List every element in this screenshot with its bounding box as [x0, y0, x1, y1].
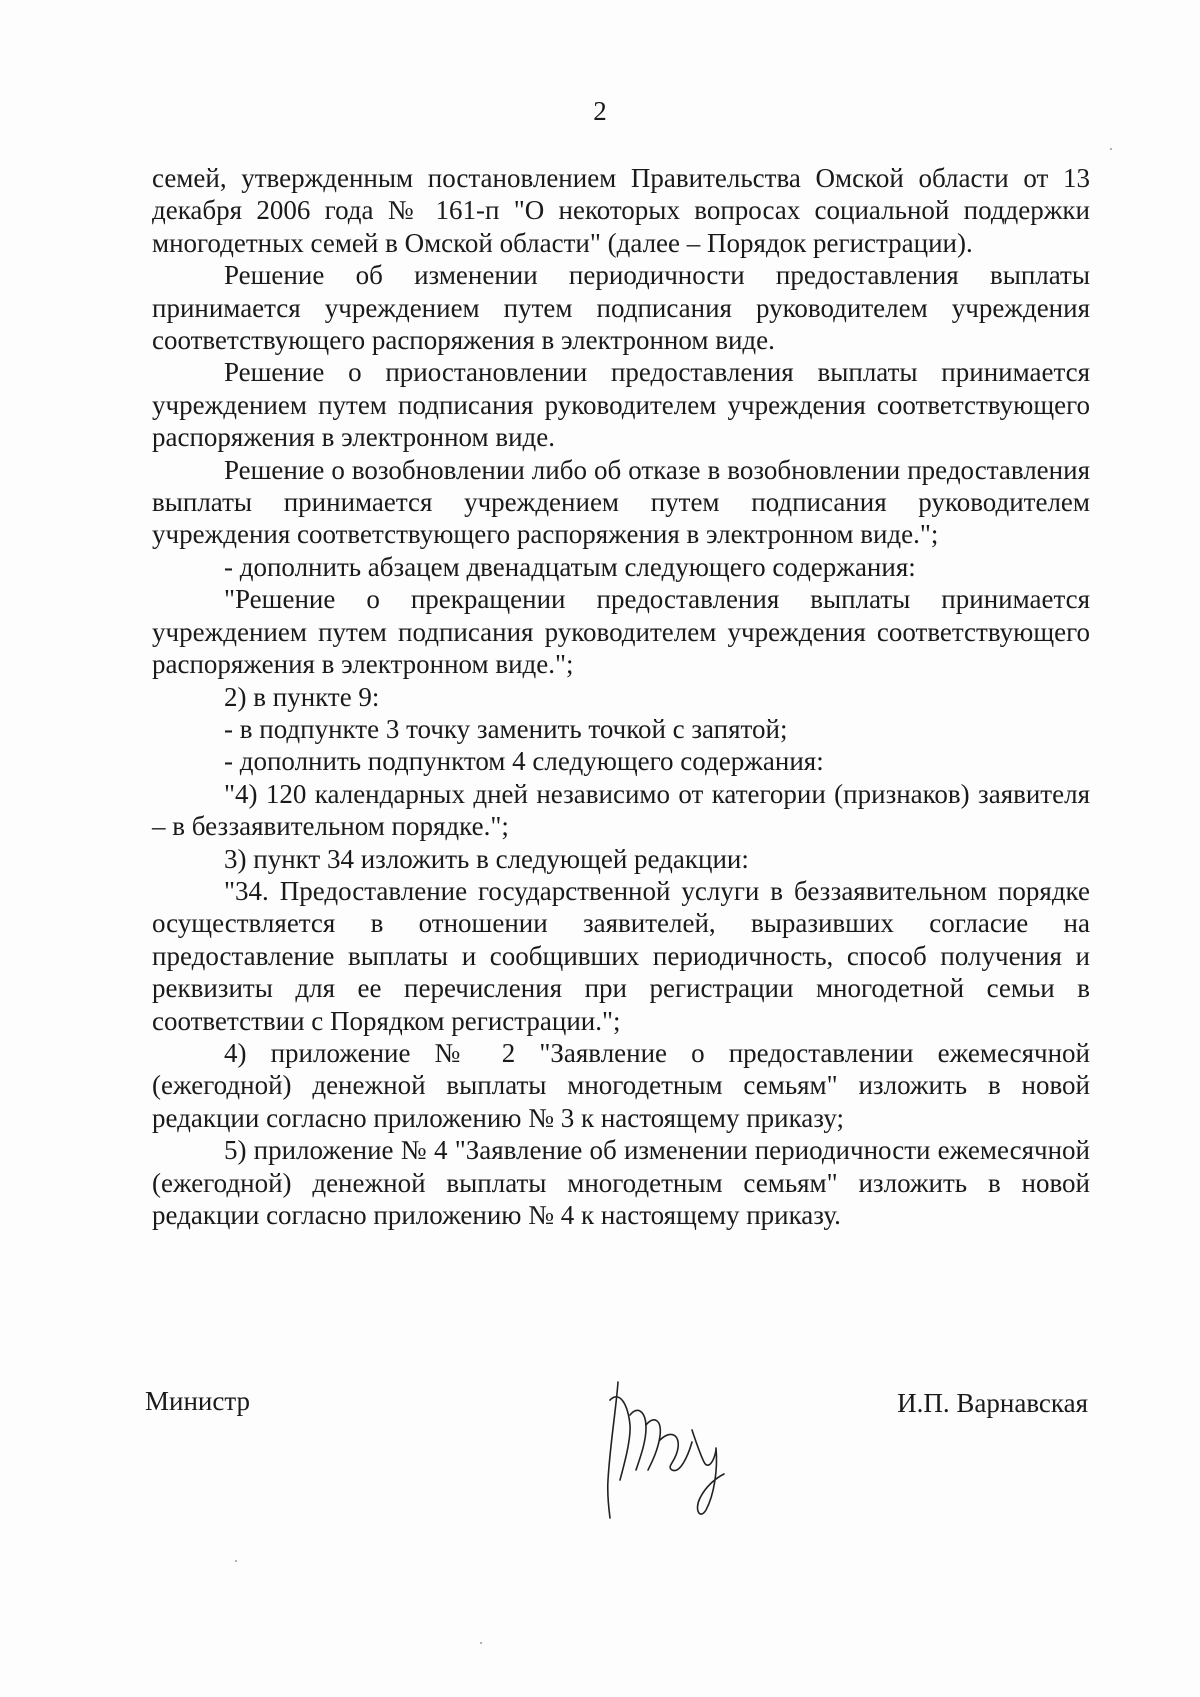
- paragraph: 3) пункт 34 изложить в следующей редакции:: [224, 843, 749, 874]
- signatory-name: И.П. Варнавская: [897, 1388, 1088, 1418]
- paragraph: 5) приложение № 4 "Заявление об изменении периодичности ежемесячной (ежегодной) денежной выплаты многодетным семьям" изложить в новой редакции согласно приложению № 4 к настоящему приказу.: [152, 1135, 1090, 1230]
- paragraph: 2) в пункте 9:: [224, 681, 380, 712]
- paragraph: Решение о приостановлении предоставления выплаты принимается учреждением путем подписания руководителем учреждения соответствующего распоряжения в электронном виде.: [152, 357, 1090, 453]
- document-body: [152, 162, 1090, 1231]
- paragraph: "Решение о прекращении предоставления выплаты принимается учреждением путем подписания руководителем учреждения соответствующего распоряжения в электронном виде.";: [152, 584, 1090, 680]
- paragraph: семей, утвержденным постановлением Правительства Омской области от 13 декабря 2006 года № 161-п "О некоторых вопросах социальной поддержки многодетных семей в Омской области" (далее – Порядок регистрации).: [152, 163, 1090, 258]
- scan-speck: [480, 1642, 482, 1644]
- paragraph: 4) приложение № 2 "Заявление о предоставлении ежемесячной (ежегодной) денежной выплаты многодетным семьям" изложить в новой редакции согласно приложению № 3 к настоящему приказу;: [152, 1037, 1090, 1133]
- paragraph: "34. Предоставление государственной услуги в беззаявительном порядке осуществляется в отношении заявителей, выразивших согласие на предоставление выплаты и сообщивших периодичность, способ получения и реквизиты для ее перечисления при регистрации многодетной семьи в соответствии с Порядком регистрации.";: [152, 875, 1090, 1036]
- scan-speck: [235, 1560, 237, 1562]
- page-number: 2: [593, 96, 607, 126]
- paragraph: - дополнить подпунктом 4 следующего содержания:: [224, 746, 824, 777]
- paragraph: - в подпункте 3 точку заменить точкой с запятой;: [224, 713, 788, 744]
- handwritten-signature: [600, 1370, 740, 1520]
- paragraph: "4) 120 календарных дней независимо от категории (признаков) заявителя – в беззаявительном порядке.";: [152, 778, 1090, 842]
- paragraph: Решение об изменении периодичности предоставления выплаты принимается учреждением путем подписания руководителем учреждения соответствующего распоряжения в электронном виде.: [152, 260, 1090, 356]
- scan-speck: [1110, 148, 1112, 150]
- paragraph: - дополнить абзацем двенадцатым следующего содержания:: [224, 551, 916, 582]
- signatory-role: Министр: [145, 1386, 250, 1416]
- paragraph: Решение о возобновлении либо об отказе в возобновлении предоставления выплаты принимается учреждением путем подписания руководителем учреждения соответствующего распоряжения в электронном виде.";: [152, 454, 1090, 550]
